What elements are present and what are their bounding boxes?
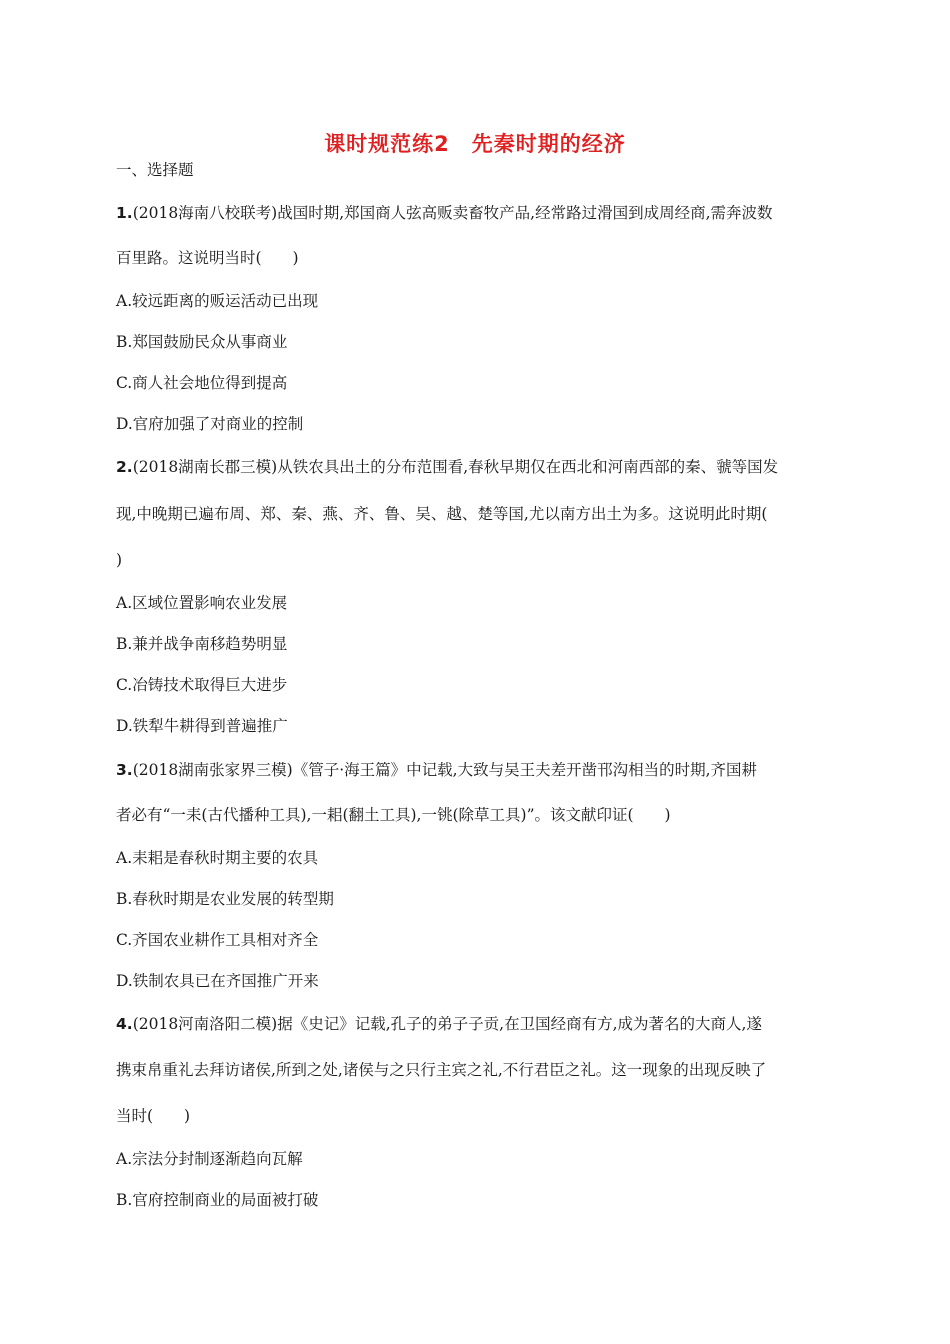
section-heading: 一、选择题 xyxy=(116,161,194,179)
question-text: (2018湖南张家界三模)《管子·海王篇》中记载,大致与吴王夫差开凿邗沟相当的时期,齐国耕 xyxy=(132,761,758,779)
question-text: (2018湖南长郡三模)从铁农具出土的分布范围看,春秋早期仅在西北和河南西部的秦、虢等国发 xyxy=(132,458,779,476)
question-1-option-c[interactable]: C.商人社会地位得到提高 xyxy=(116,374,288,392)
question-2-line-1 xyxy=(116,457,778,477)
question-3-line-1 xyxy=(116,760,757,780)
question-text: (2018河南洛阳二模)据《史记》记载,孔子的弟子子贡,在卫国经商有方,成为著名的大商人,遂 xyxy=(132,1015,762,1033)
question-4-line-2: 携束帛重礼去拜访诸侯,所到之处,诸侯与之只行主宾之礼,不行君臣之礼。这一现象的出现反映了 xyxy=(116,1061,767,1079)
question-2-line-3: ) xyxy=(116,551,123,569)
question-3-line-2: 者必有“一耒(古代播种工具),一耜(翻土工具),一铫(除草工具)”。该文献印证( ) xyxy=(116,806,671,824)
question-2-option-a[interactable]: A.区域位置影响农业发展 xyxy=(116,594,288,612)
question-4-line-1 xyxy=(116,1014,762,1034)
question-2-option-b[interactable]: B.兼并战争南移趋势明显 xyxy=(116,635,288,653)
question-2-line-2: 现,中晚期已遍布周、郑、秦、燕、齐、鲁、吴、越、楚等国,尤以南方出土为多。这说明此时期( xyxy=(116,505,768,523)
page-title: 课时规范练2 先秦时期的经济 xyxy=(324,132,626,156)
question-3-option-a[interactable]: A.耒耜是春秋时期主要的农具 xyxy=(116,849,319,867)
question-1-option-b[interactable]: B.郑国鼓励民众从事商业 xyxy=(116,333,288,351)
question-2-option-c[interactable]: C.冶铸技术取得巨大进步 xyxy=(116,676,288,694)
question-4-line-3: 当时( ) xyxy=(116,1107,191,1125)
question-4-option-b[interactable]: B.官府控制商业的局面被打破 xyxy=(116,1191,319,1209)
question-number: 1. xyxy=(116,204,133,222)
question-4-option-a[interactable]: A.宗法分封制逐渐趋向瓦解 xyxy=(116,1150,303,1168)
question-1-line-2: 百里路。这说明当时( ) xyxy=(116,249,299,267)
question-text: (2018海南八校联考)战国时期,郑国商人弦高贩卖畜牧产品,经常路过滑国到成周经商,需奔波数 xyxy=(132,204,773,222)
question-number: 4. xyxy=(116,1015,133,1033)
question-3-option-c[interactable]: C.齐国农业耕作工具相对齐全 xyxy=(116,931,319,949)
question-3-option-d[interactable]: D.铁制农具已在齐国推广开来 xyxy=(116,972,319,990)
question-1-option-d[interactable]: D.官府加强了对商业的控制 xyxy=(116,415,304,433)
question-number: 2. xyxy=(116,458,133,476)
question-1-line-1 xyxy=(116,203,773,223)
question-2-option-d[interactable]: D.铁犁牛耕得到普遍推广 xyxy=(116,717,288,735)
question-1-option-a[interactable]: A.较远距离的贩运活动已出现 xyxy=(116,292,319,310)
question-3-option-b[interactable]: B.春秋时期是农业发展的转型期 xyxy=(116,890,334,908)
question-number: 3. xyxy=(116,761,133,779)
